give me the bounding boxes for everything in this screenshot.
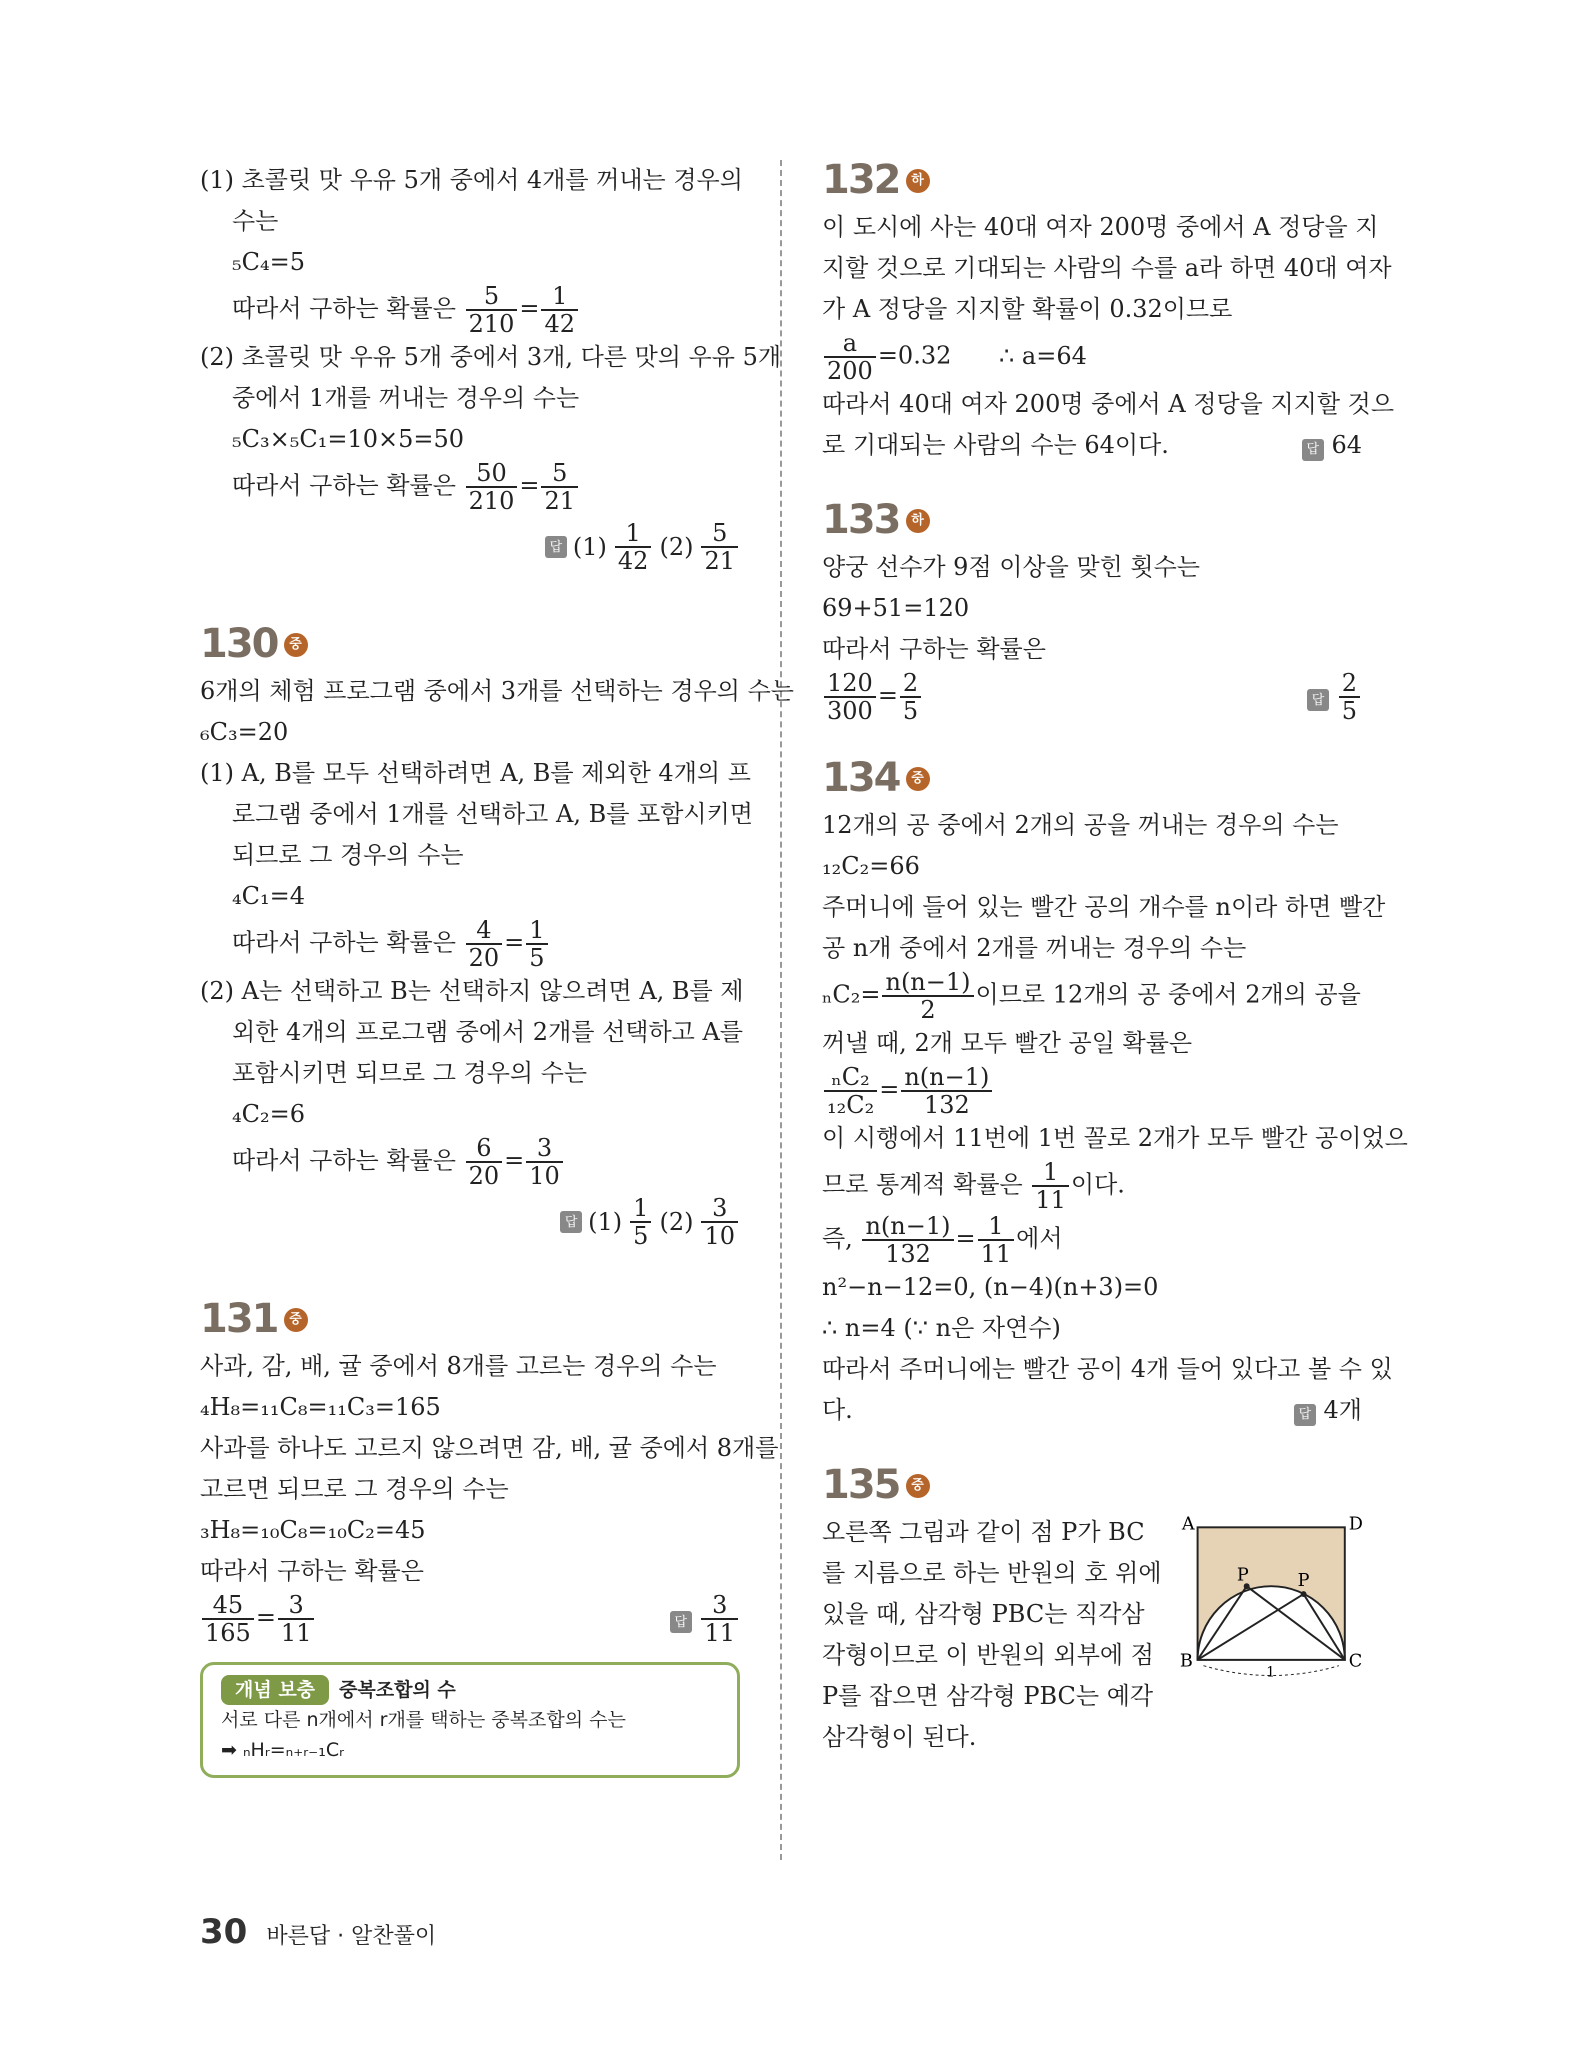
problem-number: 130 중: [200, 624, 308, 665]
text-line: 다. 답 4개: [822, 1390, 1362, 1431]
answer-icon: 답: [1307, 689, 1329, 711]
text-line: 이 시행에서 11번에 1번 꼴로 2개가 모두 빨간 공이었으: [822, 1124, 1408, 1152]
page-footer: [200, 1912, 436, 1952]
note-text: 서로 다른 n개에서 r개를 택하는 중복조합의 수는: [221, 1709, 626, 1731]
formula-line: ₅C₃×₅C₁=10×5=50: [232, 425, 464, 453]
text-line: 양궁 선수가 9점 이상을 맞힌 횟수는: [822, 553, 1200, 581]
text-line: (1) A, B를 모두 선택하려면 A, B를 제외한 4개의 프: [200, 759, 751, 787]
text-line: 12개의 공 중에서 2개의 공을 꺼내는 경우의 수는: [822, 811, 1339, 839]
answer-icon: 답: [560, 1211, 582, 1233]
right-column: [822, 157, 1408, 1758]
text-line: 가 A 정당을 지지할 확률이 0.32이므로: [822, 295, 1233, 323]
text-line: 각형이므로 이 반원의 외부에 점: [822, 1641, 1154, 1669]
solution-129-continued: [200, 160, 782, 575]
difficulty-badge: 중: [906, 767, 930, 791]
problem-number: 131 중: [200, 1299, 308, 1340]
formula-line: ₄C₁=4: [232, 882, 305, 910]
formula-line: ₄H₈=₁₁C₈=₁₁C₃=165: [200, 1393, 441, 1421]
text-line: 오른쪽 그림과 같이 점 P가 BC: [822, 1518, 1145, 1546]
formula-line: ₙC₂= $\frac{n(n-1)}{2}$ 이므로 12개의 공 중에서 2개의 공을: [822, 968, 1361, 1024]
text-line: 고르면 되므로 그 경우의 수는: [200, 1475, 509, 1503]
text-line: 따라서 구하는 확률은: [822, 635, 1046, 663]
answer-133: 답 $\frac{2}{5}$: [1307, 670, 1362, 724]
fraction: $\frac{5}{21}$: [541, 460, 578, 514]
text-line: 수는: [232, 207, 279, 235]
problem-number: 135 중: [822, 1465, 930, 1506]
page-number: 30: [200, 1912, 248, 1952]
label-b: B: [1179, 1651, 1193, 1672]
probability-line: 따라서 구하는 확률은 $\frac{6}{20}$ = $\frac{3}{10}$: [200, 1135, 740, 1189]
answer-129: 답 (1) $\frac{1}{42}$ (2) $\frac{5}{21}$: [200, 520, 740, 574]
text-line: 따라서 40대 여자 200명 중에서 A 정당을 지지할 것으: [822, 390, 1395, 418]
text-line: 6개의 체험 프로그램 중에서 3개를 선택하는 경우의 수는: [200, 677, 794, 705]
problem-number: 133 하: [822, 500, 930, 541]
formula-line: n²−n−12=0, (n−4)(n+3)=0: [822, 1273, 1159, 1301]
answer-134: 답 4개: [1294, 1390, 1362, 1431]
formula-line: ₅C₄=5: [232, 248, 305, 276]
text-line: 따라서 구하는 확률은: [200, 1557, 424, 1585]
text-line: 므로 통계적 확률은 $\frac{1}{11}$ 이다.: [822, 1158, 1125, 1214]
text-line: 꺼낼 때, 2개 모두 빨간 공일 확률은: [822, 1029, 1193, 1057]
answer-icon: 답: [1302, 439, 1324, 461]
solution-131: [200, 1289, 779, 1647]
solution-135: [822, 1455, 1362, 1758]
text-line: 따라서 주머니에는 빨간 공이 4개 들어 있다고 볼 수 있: [822, 1355, 1393, 1383]
probability-line: $\frac{120}{300}$ = $\frac{2}{5}$ 답 $\frac{2}{5}$: [822, 670, 1362, 724]
text-line: 지할 것으로 기대되는 사람의 수를 a라 하면 40대 여자: [822, 254, 1392, 282]
book-title: 바른답 · 알찬풀이: [266, 1924, 437, 1949]
difficulty-badge: 하: [906, 169, 930, 193]
fraction: $\frac{1}{42}$: [541, 283, 578, 337]
text-line: 포함시키면 되므로 그 경우의 수는: [232, 1059, 588, 1087]
problem-number: 134 중: [822, 758, 930, 799]
note-title: 중복조합의 수: [339, 1679, 456, 1701]
fraction: $\frac{5}{210}$: [466, 283, 518, 337]
text-line: 되므로 그 경우의 수는: [232, 841, 464, 869]
label-length: 1: [1265, 1664, 1275, 1681]
formula-line: $\frac{a}{200}$ =0.32 ∴ a=64: [822, 330, 1362, 384]
answer-icon: 답: [1294, 1404, 1316, 1426]
solution-130: [200, 614, 794, 1250]
square-semicircle-figure: [1176, 1512, 1362, 1682]
formula-line: ∴ n=4 (∵ n은 자연수): [822, 1314, 1061, 1342]
text-line: 로그램 중에서 1개를 선택하고 A, B를 포함시키면: [232, 800, 753, 828]
note-tag: 개념 보충: [221, 1675, 329, 1705]
label-d: D: [1348, 1514, 1362, 1535]
formula-line: ₃H₈=₁₀C₈=₁₀C₂=45: [200, 1516, 426, 1544]
text-line: 중에서 1개를 꺼내는 경우의 수는: [232, 384, 580, 412]
text-line: 있을 때, 삼각형 PBC는 직각삼: [822, 1600, 1145, 1628]
label-c: C: [1348, 1651, 1362, 1672]
probability-line: 따라서 구하는 확률은 $\frac{50}{210}$ = $\frac{5}{21}$: [200, 460, 740, 514]
text-line: P를 잡으면 삼각형 PBC는 예각: [822, 1682, 1154, 1710]
difficulty-badge: 하: [906, 509, 930, 533]
solution-134: [822, 748, 1408, 1431]
text-line: 사과, 감, 배, 귤 중에서 8개를 고르는 경우의 수는: [200, 1352, 717, 1380]
text-line: 공 n개 중에서 2개를 꺼내는 경우의 수는: [822, 934, 1247, 962]
answer-icon: 답: [545, 536, 567, 558]
text-line: 주머니에 들어 있는 빨간 공의 개수를 n이라 하면 빨간: [822, 893, 1386, 921]
text-line: (2) A는 선택하고 B는 선택하지 않으려면 A, B를 제: [200, 977, 744, 1005]
note-formula: ➡ ₙHᵣ=ₙ₊ᵣ₋₁Cᵣ: [221, 1739, 344, 1761]
text-line: 이 도시에 사는 40대 여자 200명 중에서 A 정당을 지: [822, 213, 1379, 241]
text-line: (1) 초콜릿 맛 우유 5개 중에서 4개를 꺼내는 경우의: [200, 166, 743, 194]
text: 따라서 구하는 확률은: [232, 294, 456, 323]
solution-133: [822, 490, 1362, 724]
difficulty-badge: 중: [284, 633, 308, 657]
formula-line: 즉, $\frac{n(n-1)}{132}$ = $\frac{1}{11}$ 에서: [822, 1212, 1063, 1268]
formula-line: 69+51=120: [822, 594, 970, 622]
text-line: 삼각형이 된다.: [822, 1723, 977, 1751]
formula-line: ₁₂C₂=66: [822, 852, 920, 880]
formula-line: $\frac{\text{ₙC₂}}{\text{₁₂C₂}}$ = $\frac{n(n-1)}{132}$: [822, 1064, 1362, 1118]
answer-131: 답 $\frac{3}{11}$: [670, 1592, 740, 1646]
label-a: A: [1181, 1514, 1195, 1535]
answer-130: 답 (1) $\frac{1}{5}$ (2) $\frac{3}{10}$: [200, 1195, 740, 1249]
text-line: 사과를 하나도 고르지 않으려면 감, 배, 귤 중에서 8개를: [200, 1434, 779, 1462]
probability-line: 따라서 구하는 확률은 $\frac{5}{210}$ = $\frac{1}{42}$: [200, 283, 740, 337]
probability-line: $\frac{45}{165}$ = $\frac{3}{11}$ 답 $\frac{3}{11}$: [200, 1592, 740, 1646]
difficulty-badge: 중: [284, 1308, 308, 1332]
label-p: P: [1236, 1565, 1249, 1586]
text-line: (2) 초콜릿 맛 우유 5개 중에서 3개, 다른 맛의 우유 5개: [200, 343, 782, 371]
probability-line: 따라서 구하는 확률은 $\frac{4}{20}$ = $\frac{1}{5}$: [200, 917, 740, 971]
answer-icon: 답: [670, 1611, 692, 1633]
answer-132: 답 64: [1302, 425, 1362, 466]
left-column: [200, 160, 794, 1778]
problem-number: 132 하: [822, 160, 930, 201]
formula-line: ₄C₂=6: [232, 1100, 305, 1128]
fraction: $\frac{50}{210}$: [466, 460, 518, 514]
text-line: 외한 4개의 프로그램 중에서 2개를 선택하고 A를: [232, 1018, 743, 1046]
concept-note: [200, 1662, 740, 1778]
text-line: 를 지름으로 하는 반원의 호 위에: [822, 1559, 1162, 1587]
text-line: 로 기대되는 사람의 수는 64이다. 답 64: [822, 425, 1362, 466]
formula-line: ₆C₃=20: [200, 718, 289, 746]
solution-132: [822, 157, 1395, 466]
label-p: P: [1297, 1571, 1310, 1592]
difficulty-badge: 중: [906, 1474, 930, 1498]
column-divider: [780, 160, 782, 1860]
